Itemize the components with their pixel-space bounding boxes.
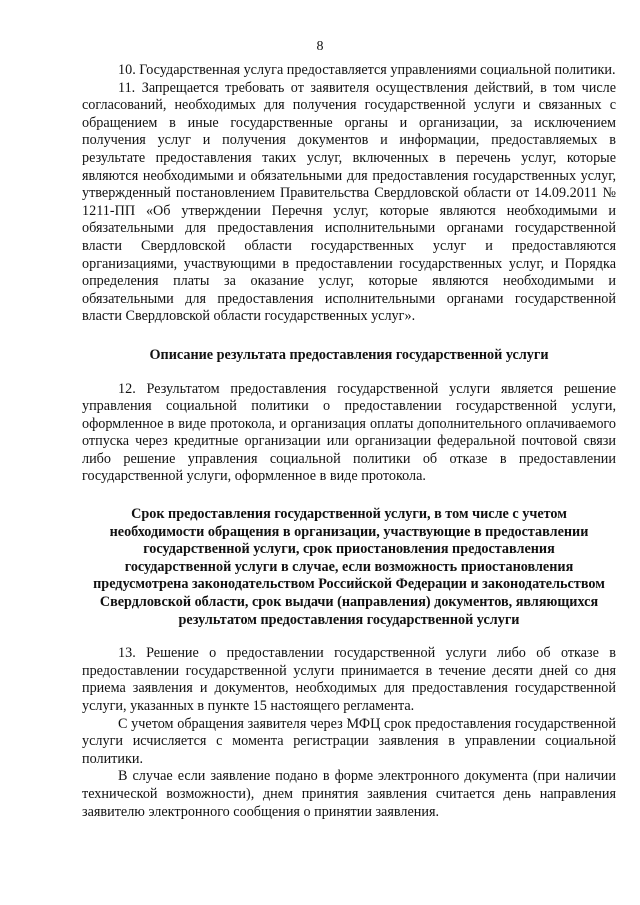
paragraph-12: 12. Результатом предоставления государственной услуги является решение управления социальной политики о предоставлении государственной услуги, оформленное в виде протокола, и организация оплаты дополнительного оплачиваемого отпуска через кредитные организации или организации федеральной почтовой связи либо решение управления социальной политики об отказе в предоставлении государственной услуги, оформленное в виде протокола. [82,380,616,485]
paragraph-10: 10. Государственная услуга предоставляется управлениями социальной политики. [118,62,616,78]
page-number: 8 [316,39,324,54]
section-heading-term: Срок предоставления государственной услуги, в том числе с учетом необходимости обращения в организации, участвующие в предоставлении государственной услуги, срок приостановления предоставления государственной услуги в случае, если возможность приостановления предусмотрена законодательством Российской Федерации и законодательством Свердловской области, срок выдачи (направления) документов, являющихся результатом предоставления государственной услуги [93,506,605,628]
paragraph-mfc-term: С учетом обращения заявителя через МФЦ срок предоставления государственной услуги исчисляется с момента регистрации заявления в управлении социальной политики. [82,715,616,767]
paragraph-electronic-application: В случае если заявление подано в форме электронного документа (при наличии технической возможности), днем принятия заявления считается день направления заявителю электронного сообщения о принятии заявления. [82,768,616,820]
paragraph-11: 11. Запрещается требовать от заявителя осуществления действий, в том числе согласований, необходимых для получения государственной услуги и связанных с обращением в иные государственные органы и организации, за исключением получения услуг и получения документов и информации, предоставляемых в результате предоставления таких услуг, включенных в перечень услуг, которые являются необходимыми и обязательными для предоставления государственных услуг, утвержденный постановлением Правительства Свердловской области от 14.09.2011 № 1211-ПП «Об утверждении Перечня услуг, которые являются необходимыми и обязательными для предоставления исполнительными органами государственной власти Свердловской области государственных услуг и предоставляются организациями, участвующими в предоставлении государственных услуг, и Порядка определения платы за оказание услуг, которые являются необходимыми и обязательными для предоставления исполнительными органами государственной власти Свердловской области государственных услуг». [82,79,616,325]
document-body [82,62,616,821]
section-heading-result: Описание результата предоставления государственной услуги [149,346,549,363]
paragraph-13: 13. Решение о предоставлении государственной услуги либо об отказе в предоставлении государственной услуги принимается в течение десяти дней со дня приема заявления и документов, необходимых для предоставления государственной услуги, указанных в пункте 15 настоящего регламента. [82,645,616,714]
